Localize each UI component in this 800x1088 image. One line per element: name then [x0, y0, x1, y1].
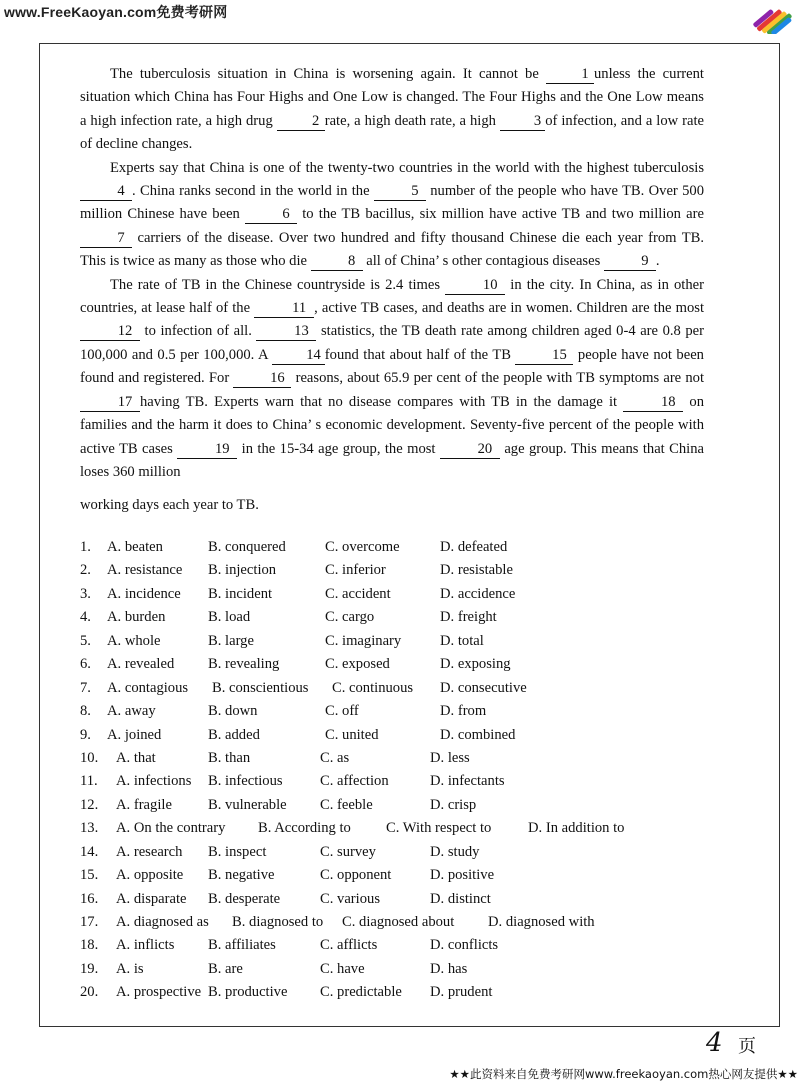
- option-a: A. revealed: [107, 656, 175, 673]
- passage-text: Experts say that China is one of the twenty-two countries in the world with the highest tuberculosis: [110, 159, 704, 176]
- option-a: A. resistance: [107, 562, 183, 579]
- question-number: 9.: [80, 726, 91, 743]
- option-c: C. accident: [325, 585, 391, 602]
- option-b: B. are: [208, 960, 243, 977]
- option-b: B. load: [208, 609, 251, 626]
- option-d: D. diagnosed with: [488, 914, 595, 930]
- passage-text: statistics, the TB death rate among children aged 0-4 are 0.8 per 100,000 and 0.5 per 100,000. A: [80, 323, 705, 363]
- passage-text: having TB. Experts warn that no disease compares with TB in the damage it: [140, 393, 624, 410]
- passage-text: on families and the harm it does to China’ s economic development. Seventy-five percent of the people with active TB cases: [80, 393, 704, 457]
- option-a: A. disparate: [116, 890, 187, 907]
- passage-tail: working days each year to TB.: [80, 497, 259, 514]
- passage-text: people have not been found and registered. For: [80, 346, 704, 387]
- blank-14: 14: [272, 347, 325, 365]
- passage-text: reasons, about 65.9 per cent of the people with TB symptoms are not: [291, 370, 705, 387]
- blank-7: 7: [80, 230, 132, 248]
- option-a: A. contagious: [107, 679, 189, 696]
- blank-8: 8: [311, 253, 363, 271]
- footer-note: ★★此资料来自免费考研网www.freekaoyan.com热心网友提供★★: [449, 1067, 798, 1081]
- blank-2: 2: [277, 113, 325, 131]
- option-d: D. freight: [440, 609, 497, 626]
- option-d: D. from: [440, 703, 487, 720]
- option-b: B. According to: [258, 820, 351, 837]
- option-row-1: [80, 539, 720, 562]
- option-b: B. productive: [208, 984, 288, 1001]
- option-d: D. total: [440, 632, 484, 649]
- option-a: A. infections: [116, 773, 192, 790]
- question-number: 4.: [80, 609, 91, 626]
- blank-11: 11: [254, 300, 314, 318]
- option-b: B. large: [208, 632, 254, 649]
- option-row-16: [80, 891, 720, 914]
- option-a: A. opposite: [116, 867, 184, 884]
- option-b: B. inspect: [208, 843, 267, 860]
- question-number: 7.: [80, 679, 91, 696]
- passage-text: age group. This means that China loses 360 million: [80, 440, 705, 480]
- option-c: C. continuous: [332, 679, 414, 696]
- blank-5: 5: [374, 183, 426, 201]
- option-row-11: [80, 773, 720, 796]
- blank-4: 4: [80, 183, 132, 201]
- question-number: 10.: [80, 749, 99, 766]
- option-d: D. study: [430, 843, 480, 860]
- passage-text: in the 15-34 age group, the most: [237, 440, 440, 457]
- blank-18: 18: [623, 394, 683, 412]
- blank-6: 6: [245, 206, 297, 224]
- option-b: B. affiliates: [208, 937, 276, 954]
- option-row-18: [80, 937, 720, 960]
- option-c: C. imaginary: [325, 632, 402, 649]
- option-d: D. positive: [430, 867, 495, 884]
- passage-text: all of China’ s other contagious diseases: [362, 253, 604, 270]
- option-c: C. survey: [320, 843, 376, 860]
- cloze-passage: [80, 63, 704, 518]
- passage-text: unless the current situation which China has Four Highs and One Low is changed. The Four Highs and the One Low means a high infection rate, a high drug: [80, 66, 704, 129]
- question-number: 13.: [80, 820, 99, 837]
- option-a: A. joined: [107, 726, 162, 743]
- option-row-20: [80, 984, 720, 1007]
- passage-text: .: [655, 253, 660, 270]
- passage-text: , active TB cases, and deaths are in women. Children are the most: [314, 300, 705, 317]
- option-a: A. burden: [107, 609, 166, 626]
- question-number: 3.: [80, 585, 91, 602]
- blank-13: 13: [256, 323, 316, 341]
- option-c: C. off: [325, 703, 359, 720]
- passage-text: carriers of the disease. Over two hundred and fifty thousand Chinese die each year from TB. This is twice as many as those who die: [80, 229, 704, 270]
- answer-options: [80, 539, 720, 1008]
- option-a: A. fragile: [116, 796, 172, 813]
- option-row-17: [80, 914, 720, 937]
- option-c: C. inferior: [325, 562, 386, 579]
- option-c: C. united: [325, 726, 379, 743]
- option-b: B. infectious: [208, 773, 283, 790]
- question-number: 1.: [80, 539, 91, 555]
- option-c: C. overcome: [325, 539, 400, 555]
- option-c: C. cargo: [325, 609, 375, 626]
- passage-text: found that about half of the TB: [324, 346, 516, 363]
- option-d: D. consecutive: [440, 679, 527, 696]
- blank-10: 10: [445, 277, 505, 295]
- option-c: C. With respect to: [386, 820, 492, 837]
- option-row-3: [80, 586, 720, 609]
- option-d: D. In addition to: [528, 820, 625, 837]
- option-row-15: [80, 867, 720, 890]
- blank-19: 19: [177, 441, 237, 459]
- site-logo-icon: [748, 2, 794, 34]
- option-b: B. desperate: [208, 890, 281, 907]
- option-c: C. as: [320, 749, 350, 766]
- option-row-19: [80, 961, 720, 984]
- passage-text: . China ranks second in the world in the: [132, 183, 374, 200]
- question-number: 20.: [80, 984, 99, 1001]
- blank-3: 3: [500, 113, 545, 131]
- option-b: B. negative: [208, 867, 275, 884]
- option-b: B. conquered: [208, 539, 286, 555]
- option-b: B. vulnerable: [208, 796, 287, 813]
- passage-text: The rate of TB in the Chinese countryside is 2.4 times: [110, 276, 446, 293]
- option-c: C. feeble: [320, 796, 373, 813]
- option-d: D. exposing: [440, 656, 511, 673]
- option-d: D. crisp: [430, 796, 477, 813]
- page-label: 页: [738, 1036, 756, 1057]
- question-number: 18.: [80, 937, 99, 954]
- option-d: D. combined: [440, 726, 516, 743]
- option-a: A. On the contrary: [116, 820, 226, 837]
- option-row-9: [80, 727, 720, 750]
- option-b: B. incident: [208, 585, 273, 602]
- question-number: 19.: [80, 960, 99, 977]
- option-b: B. than: [208, 749, 251, 766]
- option-c: C. predictable: [320, 984, 402, 1001]
- option-row-14: [80, 844, 720, 867]
- option-c: C. have: [320, 960, 365, 977]
- option-a: A. inflicts: [116, 937, 175, 954]
- option-a: A. research: [116, 843, 183, 860]
- option-row-10: [80, 750, 720, 773]
- option-c: C. affection: [320, 773, 389, 790]
- question-number: 17.: [80, 914, 99, 930]
- option-c: C. afflicts: [320, 937, 378, 954]
- paragraph-1: [80, 63, 704, 157]
- question-number: 2.: [80, 562, 91, 579]
- option-d: D. less: [430, 749, 470, 766]
- blank-12: 12: [80, 323, 140, 341]
- page-number: 4: [706, 1028, 723, 1058]
- option-row-5: [80, 633, 720, 656]
- option-row-6: [80, 656, 720, 679]
- option-b: B. conscientious: [212, 679, 309, 696]
- blank-15: 15: [515, 347, 573, 365]
- option-row-2: [80, 562, 720, 585]
- option-d: D. resistable: [440, 562, 513, 579]
- passage-text: to infection of all.: [140, 323, 257, 340]
- option-a: A. away: [107, 703, 156, 720]
- question-number: 11.: [80, 773, 98, 790]
- blank-1: 1: [546, 66, 594, 84]
- passage-text: to the TB bacillus, six million have active TB and two million are: [297, 206, 704, 223]
- passage-text: of infection, and a low rate of decline changes.: [80, 112, 704, 153]
- passage-text: rate, a high death rate, a high: [324, 112, 500, 129]
- question-number: 12.: [80, 796, 99, 813]
- option-c: C. exposed: [325, 656, 390, 673]
- option-d: D. prudent: [430, 984, 493, 1001]
- passage-text: number of the people who have TB. Over 500 million Chinese have been: [80, 183, 704, 223]
- option-c: C. various: [320, 890, 380, 907]
- option-c: C. opponent: [320, 867, 392, 884]
- option-d: D. infectants: [430, 773, 505, 790]
- option-d: D. accidence: [440, 585, 516, 602]
- option-b: B. diagnosed to: [232, 914, 324, 930]
- option-row-8: [80, 703, 720, 726]
- blank-17: 17: [80, 394, 140, 412]
- option-a: A. beaten: [107, 539, 163, 555]
- site-header: www.FreeKaoyan.com免费考研网: [4, 4, 228, 20]
- paragraph-2: [80, 157, 704, 274]
- option-a: A. prospective: [116, 984, 202, 1001]
- question-number: 6.: [80, 656, 91, 673]
- option-b: B. down: [208, 703, 258, 720]
- option-d: D. distinct: [430, 890, 491, 907]
- option-a: A. diagnosed as: [116, 914, 209, 930]
- option-d: D. defeated: [440, 539, 508, 555]
- blank-16: 16: [233, 370, 291, 388]
- question-number: 8.: [80, 703, 91, 720]
- question-number: 16.: [80, 890, 99, 907]
- option-row-13: [80, 820, 720, 843]
- blank-20: 20: [440, 441, 500, 459]
- question-number: 15.: [80, 867, 99, 884]
- option-d: D. conflicts: [430, 937, 499, 954]
- passage-text: in the city. In China, as in other countries, at lease half of the: [80, 276, 704, 317]
- blank-9: 9: [604, 253, 656, 271]
- option-c: C. diagnosed about: [342, 914, 455, 930]
- option-a: A. that: [116, 749, 156, 766]
- option-a: A. whole: [107, 632, 161, 649]
- option-row-7: [80, 680, 720, 703]
- passage-text: The tuberculosis situation in China is worsening again. It cannot be: [110, 66, 546, 82]
- paragraph-3: [80, 274, 704, 485]
- option-b: B. revealing: [208, 656, 280, 673]
- option-b: B. added: [208, 726, 260, 743]
- question-number: 5.: [80, 632, 91, 649]
- question-number: 14.: [80, 843, 99, 860]
- option-b: B. injection: [208, 562, 277, 579]
- option-row-4: [80, 609, 720, 632]
- option-row-12: [80, 797, 720, 820]
- option-a: A. is: [116, 960, 144, 977]
- option-a: A. incidence: [107, 585, 181, 602]
- option-d: D. has: [430, 960, 468, 977]
